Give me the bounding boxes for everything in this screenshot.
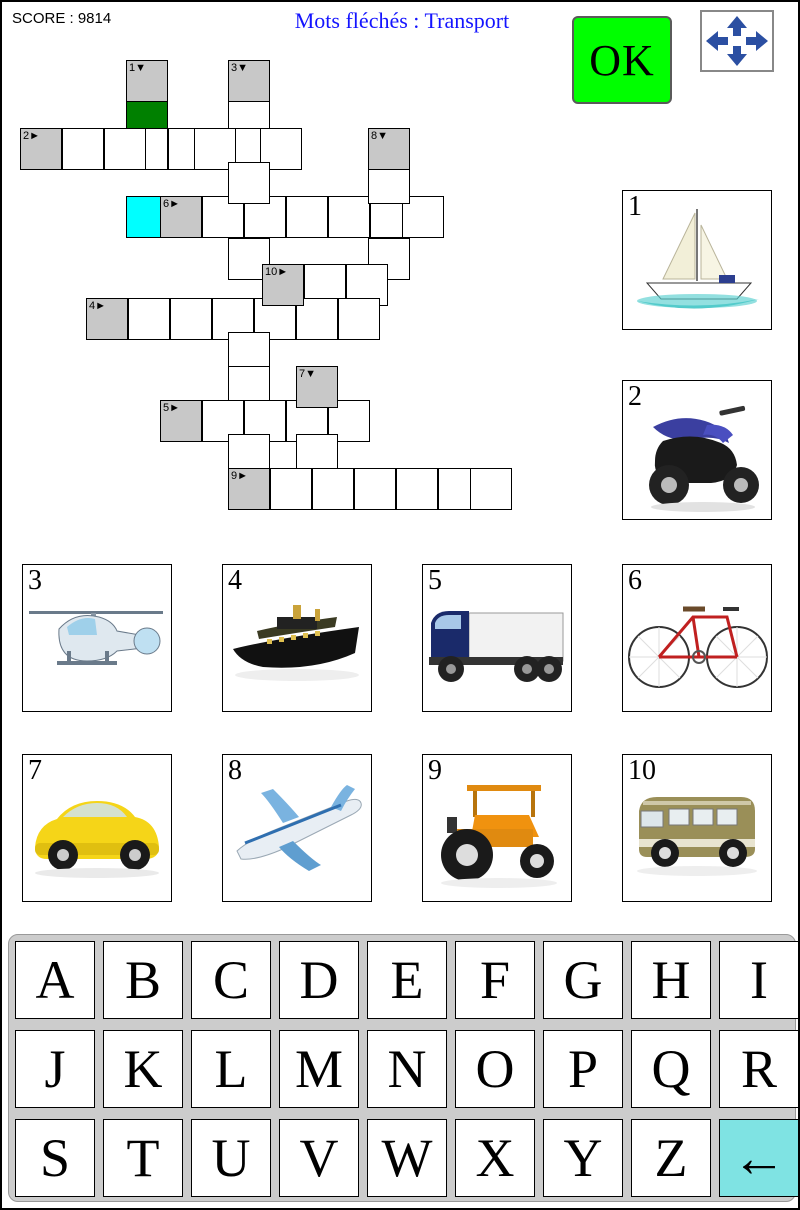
- picture-clue-6[interactable]: [622, 564, 772, 712]
- picture-clue-2[interactable]: [622, 380, 772, 520]
- clue-cell-4[interactable]: [86, 298, 128, 340]
- picture-clue-8[interactable]: [222, 754, 372, 902]
- clue-cell-7[interactable]: [296, 366, 338, 408]
- key-S[interactable]: S: [15, 1119, 95, 1197]
- clue-direction-icon: ►: [237, 470, 249, 482]
- picture-clue-number: 10: [628, 755, 656, 786]
- clue-cell-label: 10: [265, 266, 278, 278]
- grid-cell[interactable]: [104, 128, 146, 170]
- clue-cell-2[interactable]: [20, 128, 62, 170]
- clue-direction-icon: ▼: [377, 130, 389, 142]
- clue-direction-icon: ►: [169, 198, 181, 210]
- clue-direction-icon: ►: [29, 130, 41, 142]
- grid-cell[interactable]: [338, 298, 380, 340]
- clue-cell-label: 5: [163, 402, 170, 414]
- clue-cell-9[interactable]: [228, 468, 270, 510]
- picture-clue-number: 3: [28, 565, 42, 596]
- grid-cell[interactable]: [470, 468, 512, 510]
- key-Y[interactable]: Y: [543, 1119, 623, 1197]
- key-A[interactable]: A: [15, 941, 95, 1019]
- key-T[interactable]: T: [103, 1119, 183, 1197]
- on-screen-keyboard[interactable]: [8, 934, 796, 1202]
- picture-clue-number: 8: [228, 755, 242, 786]
- picture-clue-10[interactable]: [622, 754, 772, 902]
- clue-cell-label: 3: [231, 62, 238, 74]
- picture-clue-9[interactable]: [422, 754, 572, 902]
- picture-clue-number: 2: [628, 381, 642, 412]
- grid-cell[interactable]: [328, 196, 370, 238]
- picture-clue-7[interactable]: [22, 754, 172, 902]
- key-B[interactable]: B: [103, 941, 183, 1019]
- key-Z[interactable]: Z: [631, 1119, 711, 1197]
- fullscreen-button[interactable]: [700, 10, 774, 72]
- ok-button-label: OK: [589, 35, 655, 85]
- grid-cell[interactable]: [286, 196, 328, 238]
- clue-cell-8[interactable]: [368, 128, 410, 170]
- key-I[interactable]: I: [719, 941, 799, 1019]
- picture-clue-4[interactable]: [222, 564, 372, 712]
- grid-cell[interactable]: [396, 468, 438, 510]
- backspace-key[interactable]: ←: [719, 1119, 799, 1197]
- clue-cell-10[interactable]: [262, 264, 304, 306]
- key-D[interactable]: D: [279, 941, 359, 1019]
- key-H[interactable]: H: [631, 941, 711, 1019]
- key-J[interactable]: J: [15, 1030, 95, 1108]
- fullscreen-arrows-icon: [702, 12, 772, 70]
- clue-cell-label: 8: [371, 130, 378, 142]
- grid-cell[interactable]: [128, 298, 170, 340]
- crossword-grid[interactable]: [2, 2, 602, 542]
- clue-cell-6[interactable]: [160, 196, 202, 238]
- picture-clue-number: 1: [628, 191, 642, 222]
- clue-cell-label: 7: [299, 368, 306, 380]
- key-K[interactable]: K: [103, 1030, 183, 1108]
- clue-cell-1[interactable]: [126, 60, 168, 102]
- clue-direction-icon: ►: [169, 402, 181, 414]
- clue-direction-icon: ▼: [305, 368, 317, 380]
- score-label: SCORE : 9814: [12, 10, 112, 27]
- key-P[interactable]: P: [543, 1030, 623, 1108]
- grid-cell[interactable]: [62, 128, 104, 170]
- key-R[interactable]: R: [719, 1030, 799, 1108]
- key-U[interactable]: U: [191, 1119, 271, 1197]
- clue-direction-icon: ►: [95, 300, 107, 312]
- picture-clue-number: 7: [28, 755, 42, 786]
- key-M[interactable]: M: [279, 1030, 359, 1108]
- key-C[interactable]: C: [191, 941, 271, 1019]
- key-L[interactable]: L: [191, 1030, 271, 1108]
- clue-direction-icon: ▼: [237, 62, 249, 74]
- key-Q[interactable]: Q: [631, 1030, 711, 1108]
- clue-direction-icon: ▼: [135, 62, 147, 74]
- clue-cell-3[interactable]: [228, 60, 270, 102]
- picture-clue-1[interactable]: [622, 190, 772, 330]
- key-N[interactable]: N: [367, 1030, 447, 1108]
- picture-clue-3[interactable]: [22, 564, 172, 712]
- clue-cell-label: 6: [163, 198, 170, 210]
- grid-cell[interactable]: [170, 298, 212, 340]
- clue-direction-icon: ►: [277, 266, 289, 278]
- picture-clue-number: 6: [628, 565, 642, 596]
- key-X[interactable]: X: [455, 1119, 535, 1197]
- key-O[interactable]: O: [455, 1030, 535, 1108]
- picture-clue-5[interactable]: [422, 564, 572, 712]
- key-F[interactable]: F: [455, 941, 535, 1019]
- clue-cell-label: 9: [231, 470, 238, 482]
- key-V[interactable]: V: [279, 1119, 359, 1197]
- picture-clue-number: 4: [228, 565, 242, 596]
- picture-clue-number: 5: [428, 565, 442, 596]
- clue-cell-label: 1: [129, 62, 136, 74]
- key-E[interactable]: E: [367, 941, 447, 1019]
- picture-clue-number: 9: [428, 755, 442, 786]
- key-G[interactable]: G: [543, 941, 623, 1019]
- grid-cell[interactable]: [354, 468, 396, 510]
- grid-cell[interactable]: [270, 468, 312, 510]
- grid-cell[interactable]: [312, 468, 354, 510]
- key-W[interactable]: W: [367, 1119, 447, 1197]
- grid-cell[interactable]: [228, 162, 270, 204]
- clue-cell-label: 2: [23, 130, 30, 142]
- clue-cell-5[interactable]: [160, 400, 202, 442]
- clue-cell-label: 4: [89, 300, 96, 312]
- page-title: Mots fléchés : Transport: [294, 8, 510, 33]
